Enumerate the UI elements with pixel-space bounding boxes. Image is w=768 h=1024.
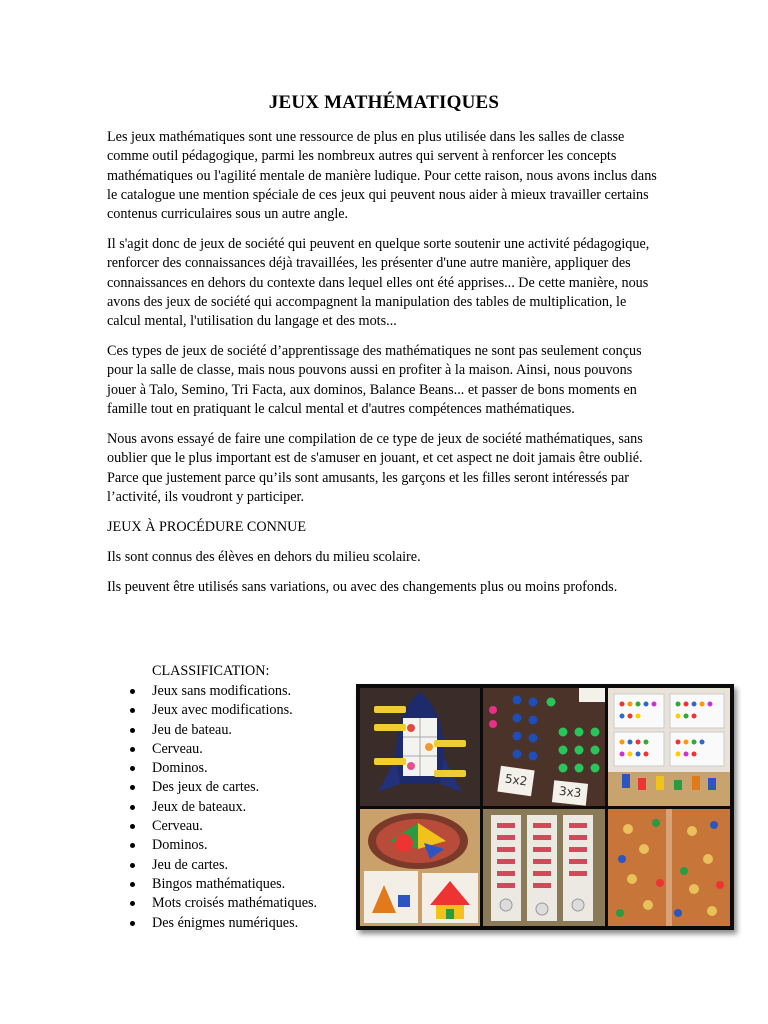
list-item: Des jeux de cartes. bbox=[127, 778, 317, 797]
list-item: Cerveau. bbox=[127, 817, 317, 836]
card-label-5x2: 5x2 bbox=[504, 771, 529, 789]
dot-cards-pegboard-photo bbox=[608, 688, 730, 806]
list-item: Mots croisés mathématiques. bbox=[127, 894, 317, 913]
paragraph-compilation: Nous avons essayé de faire une compilation de ce type de jeux de société mathématiques, sans oublier que le plus important est de s'amuser en jouant, et cet aspect ne doit jamais être oublié. Parce que justement parce qu’ils sont amusants, les garçons et les filles seront intéressés par l’activité, ils voudront y participer. bbox=[107, 430, 643, 505]
multiplication-pegs-photo bbox=[483, 688, 605, 806]
body-text bbox=[107, 128, 662, 607]
list-item: Dominos. bbox=[127, 836, 317, 855]
page-title: JEUX MATHÉMATIQUES bbox=[268, 92, 500, 113]
list-item: Jeu de bateau. bbox=[127, 721, 317, 740]
rocket-clothespin-photo bbox=[360, 688, 480, 806]
paragraph-variations: Ils peuvent être utilisés sans variations, ou avec des changements plus ou moins profonds. bbox=[107, 578, 618, 595]
math-games-photo-collage bbox=[356, 684, 734, 930]
list-item: Cerveau. bbox=[127, 740, 317, 759]
card-label-3x3: 3x3 bbox=[558, 783, 583, 801]
list-item: Des énigmes numériques. bbox=[127, 914, 317, 933]
tangram-shapes-photo bbox=[360, 809, 480, 926]
paragraph-intro: Les jeux mathématiques sont une ressource de plus en plus utilisée dans les salles de classe comme outil pédagogique, parmi les nombreux autres qui servent à renforcer les concepts mathématiques ou l'agilité mentale de manière ludique. Pour cette raison, nous avons inclus dans le catalogue une mention spéciale de ces jeux qui peuvent nous aider à mieux travailler certains contenus curriculaires sous un autre angle. bbox=[107, 129, 657, 223]
list-item: Jeux sans modifications. bbox=[127, 682, 317, 701]
section-heading: JEUX À PROCÉDURE CONNUE bbox=[107, 518, 307, 535]
counting-racks-photo bbox=[483, 809, 605, 926]
list-item: Bingos mathématiques. bbox=[127, 875, 317, 894]
list-item: Jeux de bateaux. bbox=[127, 798, 317, 817]
paragraph-board-games: Il s'agit donc de jeux de société qui peuvent en quelque sorte soutenir une activité pédagogique, renforcer des connaissances déjà travaillées, les présenter d'une autre manière, appliquer des connaissances en dehors du contexte dans lequel elles ont été apprises... De cette manière, nous avons des jeux de société qui accompagnent la manipulation des tables de multiplication, le calcul mental, l'utilisation du langage et des mots... bbox=[107, 236, 650, 330]
paragraph-home: Ces types de jeux de société d’apprentissage des mathématiques ne sont pas seulement conçus pour la salle de classe, mais nous pouvons aussi en profiter à la maison. Ainsi, nous pouvons jouer à Talo, Semino, Tri Facta, aux dominos, Balance Beans... et passer de bons moments en famille tout en pratiquant le calcul mental et d'autres compétences mathématiques. bbox=[107, 343, 642, 418]
paragraph-known: Ils sont connus des élèves en dehors du milieu scolaire. bbox=[107, 548, 421, 565]
classification-list bbox=[127, 682, 317, 933]
list-item: Jeu de cartes. bbox=[127, 856, 317, 875]
list-item: Jeux avec modifications. bbox=[127, 701, 317, 720]
classification-label: CLASSIFICATION: bbox=[152, 663, 270, 679]
bottle-caps-game-photo bbox=[608, 809, 730, 926]
list-item: Dominos. bbox=[127, 759, 317, 778]
